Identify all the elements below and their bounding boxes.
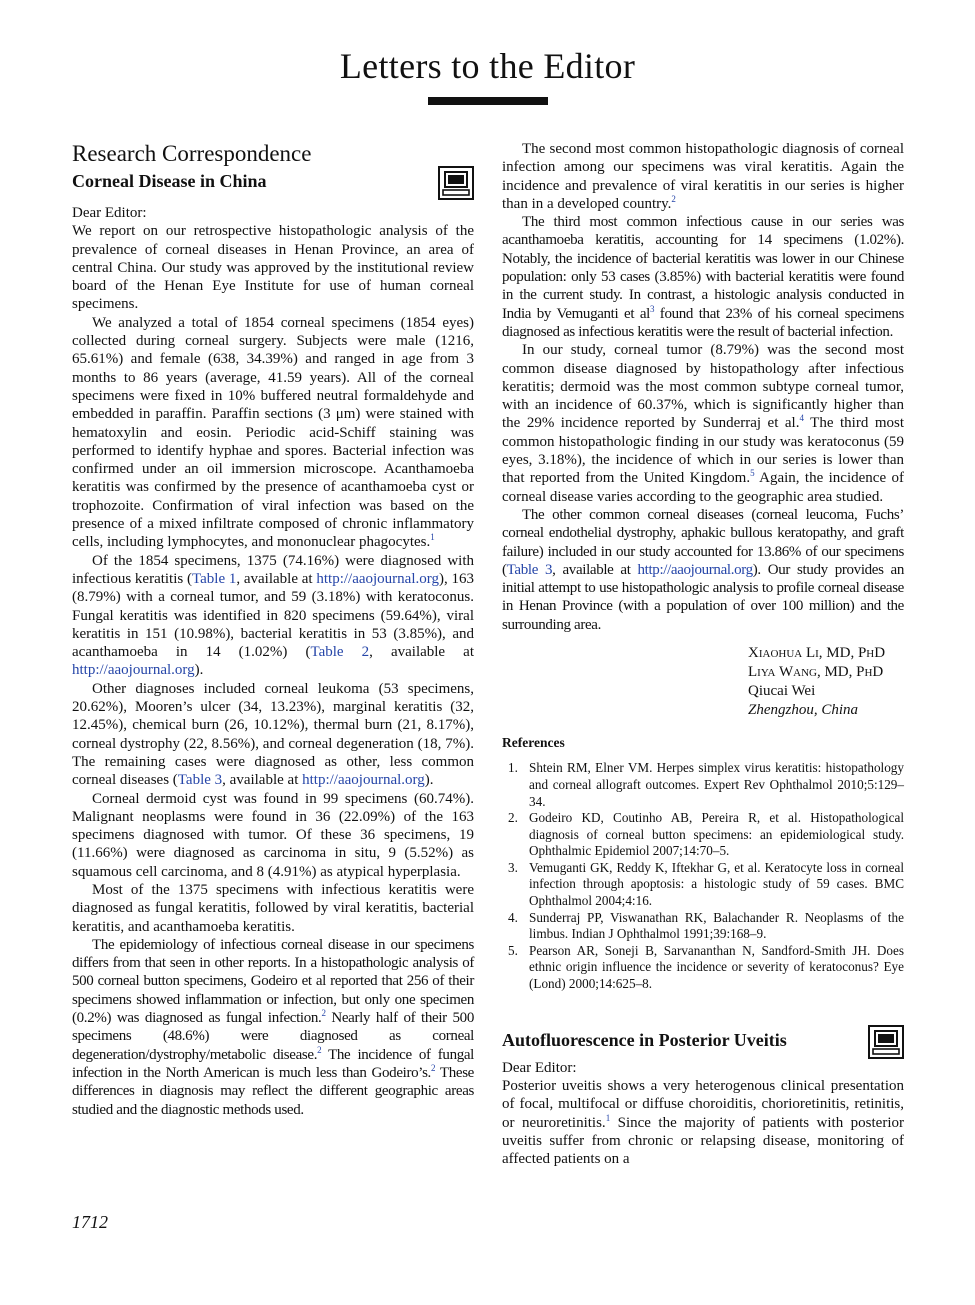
citation-link[interactable]: 3 <box>649 303 655 314</box>
reference-item: 2. Godeiro KD, Coutinho AB, Pereira R, et al. Histopathological diagnosis of corneal button specimens: an epidemiological study. Ophthalmic Epidemiol 2007;14:70–5. <box>508 810 904 859</box>
paragraph: Other diagnoses included corneal leukoma (53 specimens, 20.62%), Mooren’s ulcer (34, 13.23%), marginal keratitis (32, 12.45%), chemical burn (26, 10.12%), thermal burn (21, 8.17%), corneal dystrophy (22, 8.56%), and corneal degeneration (18, 7%). The remaining cases were diagnosed as other, less common corneal diseases (Table 3, available at http://aaojournal.org). <box>72 680 474 789</box>
reference-item: 3. Vemuganti GK, Reddy K, Iftekhar G, et al. Keratocyte loss in corneal infection through apoptosis: a histologic study of 59 cases. BMC Ophthalmol 2004;4:16. <box>508 859 904 909</box>
paragraph: In our study, corneal tumor (8.79%) was the second most common disease diagnosed by histopathology after infectious keratitis; dermoid was the most common subtype corneal tumor, with an incidence of 60.37%, which is significantly higher than the 29% incidence reported by Sunderraj et al.$^4$ The third most common histopathologic finding in our study was keratoconus (59 eyes, 3.18%), the incidence of which in our series is lower than that reported from the United Kingdom.$^5$ Again, the incidence of corneal disease varies according to the geographic area studied. <box>502 342 904 505</box>
author-name: Qiucai Wei <box>748 683 816 700</box>
computer-monitor-icon[interactable] <box>438 166 474 200</box>
article-title: Corneal Disease in China <box>72 171 267 191</box>
table-3-link[interactable]: Table 3 <box>506 561 553 578</box>
aaojournal-link[interactable]: http://aaojournal.org <box>637 561 753 578</box>
citation-link[interactable]: 5 <box>750 468 755 479</box>
paragraph: Posterior uveitis shows a very heterogenous clinical presentation of focal, multifocal or diffuse choroiditis, chorioretinitis, retinitis, or neuroretinitis.$^1$ Since the majority of patients with posterior uveitis suffer from chronic or relapsing disease, monitoring of affected patients on a <box>502 1077 904 1168</box>
author-location: Zhengzhou, China <box>748 702 859 719</box>
citation-link[interactable]: 2 <box>317 1044 322 1055</box>
salutation: Dear Editor: <box>502 1059 577 1076</box>
reference-item: 5. Pearson AR, Soneji B, Sarvananthan N, Sandford-Smith JH. Does ethnic origin influence the incidence or severity of keratoconus? Eye (Lond) 2000;14:625–8. <box>508 942 904 992</box>
left-column <box>72 140 474 1119</box>
salutation: Dear Editor: <box>72 205 147 221</box>
reference-item: 4. Sunderraj PP, Viswanathan RK, Balachander R. Neoplasms of the limbus. Indian J Ophthalmol 1991;39:168–9. <box>508 909 904 942</box>
author-name: Liya Wang, MD, PhD <box>748 664 884 681</box>
paragraph: Corneal dermoid cyst was found in 99 specimens (60.74%). Malignant neoplasms were found in 36 (22.09%) of the 163 specimens diagnosed with tumor. Of these 36 specimens, 19 (11.66%) were diagnosed as carcinoma in situ, 9 (5.52%) as squamous cell carcinoma, and 8 (4.91%) as atypical hyperplasia. <box>72 790 474 880</box>
paragraph: Of the 1854 specimens, 1375 (74.16%) were diagnosed with infectious keratitis (Table 1, available at http://aaojournal.org), 163 (8.79%) with a corneal tumor, and 59 (3.18%) with keratoconus. Fungal keratitis was identified in 820 specimens (59.64%), viral keratitis in 151 (10.98%), bacterial keratitis in 53 (3.85%), and acanthamoeba in 14 (1.02%) (Table 2, available at http://aaojournal.org). <box>72 552 474 679</box>
citation-link[interactable]: 1 <box>430 532 435 543</box>
table-2-link[interactable]: Table 2 <box>310 644 370 661</box>
aaojournal-link[interactable]: http://aaojournal.org <box>316 570 439 587</box>
reference-list <box>502 760 904 992</box>
citation-link[interactable]: 4 <box>799 413 804 424</box>
section-label: Research Correspondence <box>72 141 312 166</box>
table-3-link[interactable]: Table 3 <box>177 772 223 789</box>
article-heading <box>72 140 474 192</box>
citation-link[interactable]: 2 <box>671 193 676 204</box>
header-rule <box>428 97 548 105</box>
reference-item: 1. Shtein RM, Elner VM. Herpes simplex virus keratitis: histopathology and corneal allograft outcomes. Expert Rev Ophthalmol 2010;5:129–34. <box>508 760 904 809</box>
aaojournal-link[interactable]: http://aaojournal.org <box>302 772 425 789</box>
paragraph: The other common corneal diseases (corneal leucoma, Fuchs’ corneal endothelial dystrophy, aphakic bullous keratopathy, and graft failure) included in our study accounted for 13.86% of our specimens (Table 3, available at http://aaojournal.org). Our study provides an initial attempt to use histopathologic analysis to profile corneal disease in Henan Province (with a population of over 100 million) and the surrounding area. <box>502 506 905 633</box>
references-heading: References <box>502 735 565 751</box>
paragraph: We report on our retrospective histopathologic analysis of the prevalence of corneal diseases in Henan Province, an area of central China. Our study was approved by the institutional review board of the Henan Eye Institute for use of human corneal specimens. <box>72 223 474 313</box>
aaojournal-link[interactable]: http://aaojournal.org <box>72 662 195 679</box>
citation-link[interactable]: 2 <box>321 1008 326 1019</box>
page-header-title: Letters to the Editor <box>339 46 636 86</box>
next-article-heading <box>502 1029 904 1051</box>
next-article <box>502 1029 904 1169</box>
article-title: Autofluorescence in Posterior Uveitis <box>502 1029 787 1050</box>
paragraph: The second most common histopathologic diagnosis of corneal infection among our specimens was viral keratitis. Again the incidence and prevalence of viral keratitis in our series is higher than in a developed country.$^2$ <box>502 141 904 212</box>
author-name: Xiaohua Li, MD, PhD <box>748 645 886 662</box>
page-number: 1712 <box>72 1212 108 1232</box>
paragraph: Most of the 1375 specimens with infectious keratitis were diagnosed as fungal keratitis, followed by viral keratitis, bacterial keratitis, and acanthamoeba keratitis. <box>72 881 474 935</box>
paragraph: We analyzed a total of 1854 corneal specimens (1854 eyes) collected during corneal surgery. Subjects were male (1216, 65.61%) and female (638, 34.39%) and ranged in age from 3 months to 86 years (average, 41.59 years). All of the corneal specimens were fixed in 10% buffered neutral formaldehyde and embedded in paraffin. Paraffin sections (3 μm) were stained with hematoxylin and eosin. Periodic acid-Schiff staining was performed to identify hyphae and spores. Bacterial infection was confirmed under an oil immersion microscope. Acanthamoeba keratitis was confirmed by the presence of acanthamoeba cyst or trophozoite. Confirmation of viral infection was based on the presence of a mixed infiltrate composed of chronic inflammatory cells, including lymphocytes, and mononuclear phagocytes.$^1$ <box>72 314 474 551</box>
paragraph: The third most common infectious cause in our series was acanthamoeba keratitis, accounting for 14 specimens (1.02%). Notably, the incidence of bacterial keratitis was lower in our Chinese population: only 53 cases (3.85%) with bacterial keratitis were found in the current study. In contrast, a histologic analysis conducted in India by Vemuganti et $al^3$ found that 23% of his corneal specimens diagnosed as infectious keratitis were the result of bacterial infection. <box>502 214 904 340</box>
author-block <box>748 644 904 720</box>
citation-link[interactable]: 2 <box>430 1062 436 1073</box>
table-1-link[interactable]: Table 1 <box>192 570 237 587</box>
citation-link[interactable]: 1 <box>605 1112 611 1123</box>
right-column <box>502 140 904 1168</box>
paragraph: The epidemiology of infectious corneal disease in our specimens differs from that seen in other reports. In a histopathologic analysis of 500 corneal button specimens, Godeiro et al reported that 256 of their specimens showed inflammation or infection, but only one specimen (0.2%) was diagnosed as fungal infection.$^2$ Nearly half of their 500 specimens (48.6%) were diagnosed as corneal degeneration/dystrophy/metabolic disease.$^2$ The incidence of fungal infection in the North American is much less than Godeiro’s.$^2$ These differences in diagnosis may reflect the different geographic areas studied and the diagnostic methods used. <box>72 936 474 1118</box>
computer-monitor-icon[interactable] <box>868 1025 904 1059</box>
